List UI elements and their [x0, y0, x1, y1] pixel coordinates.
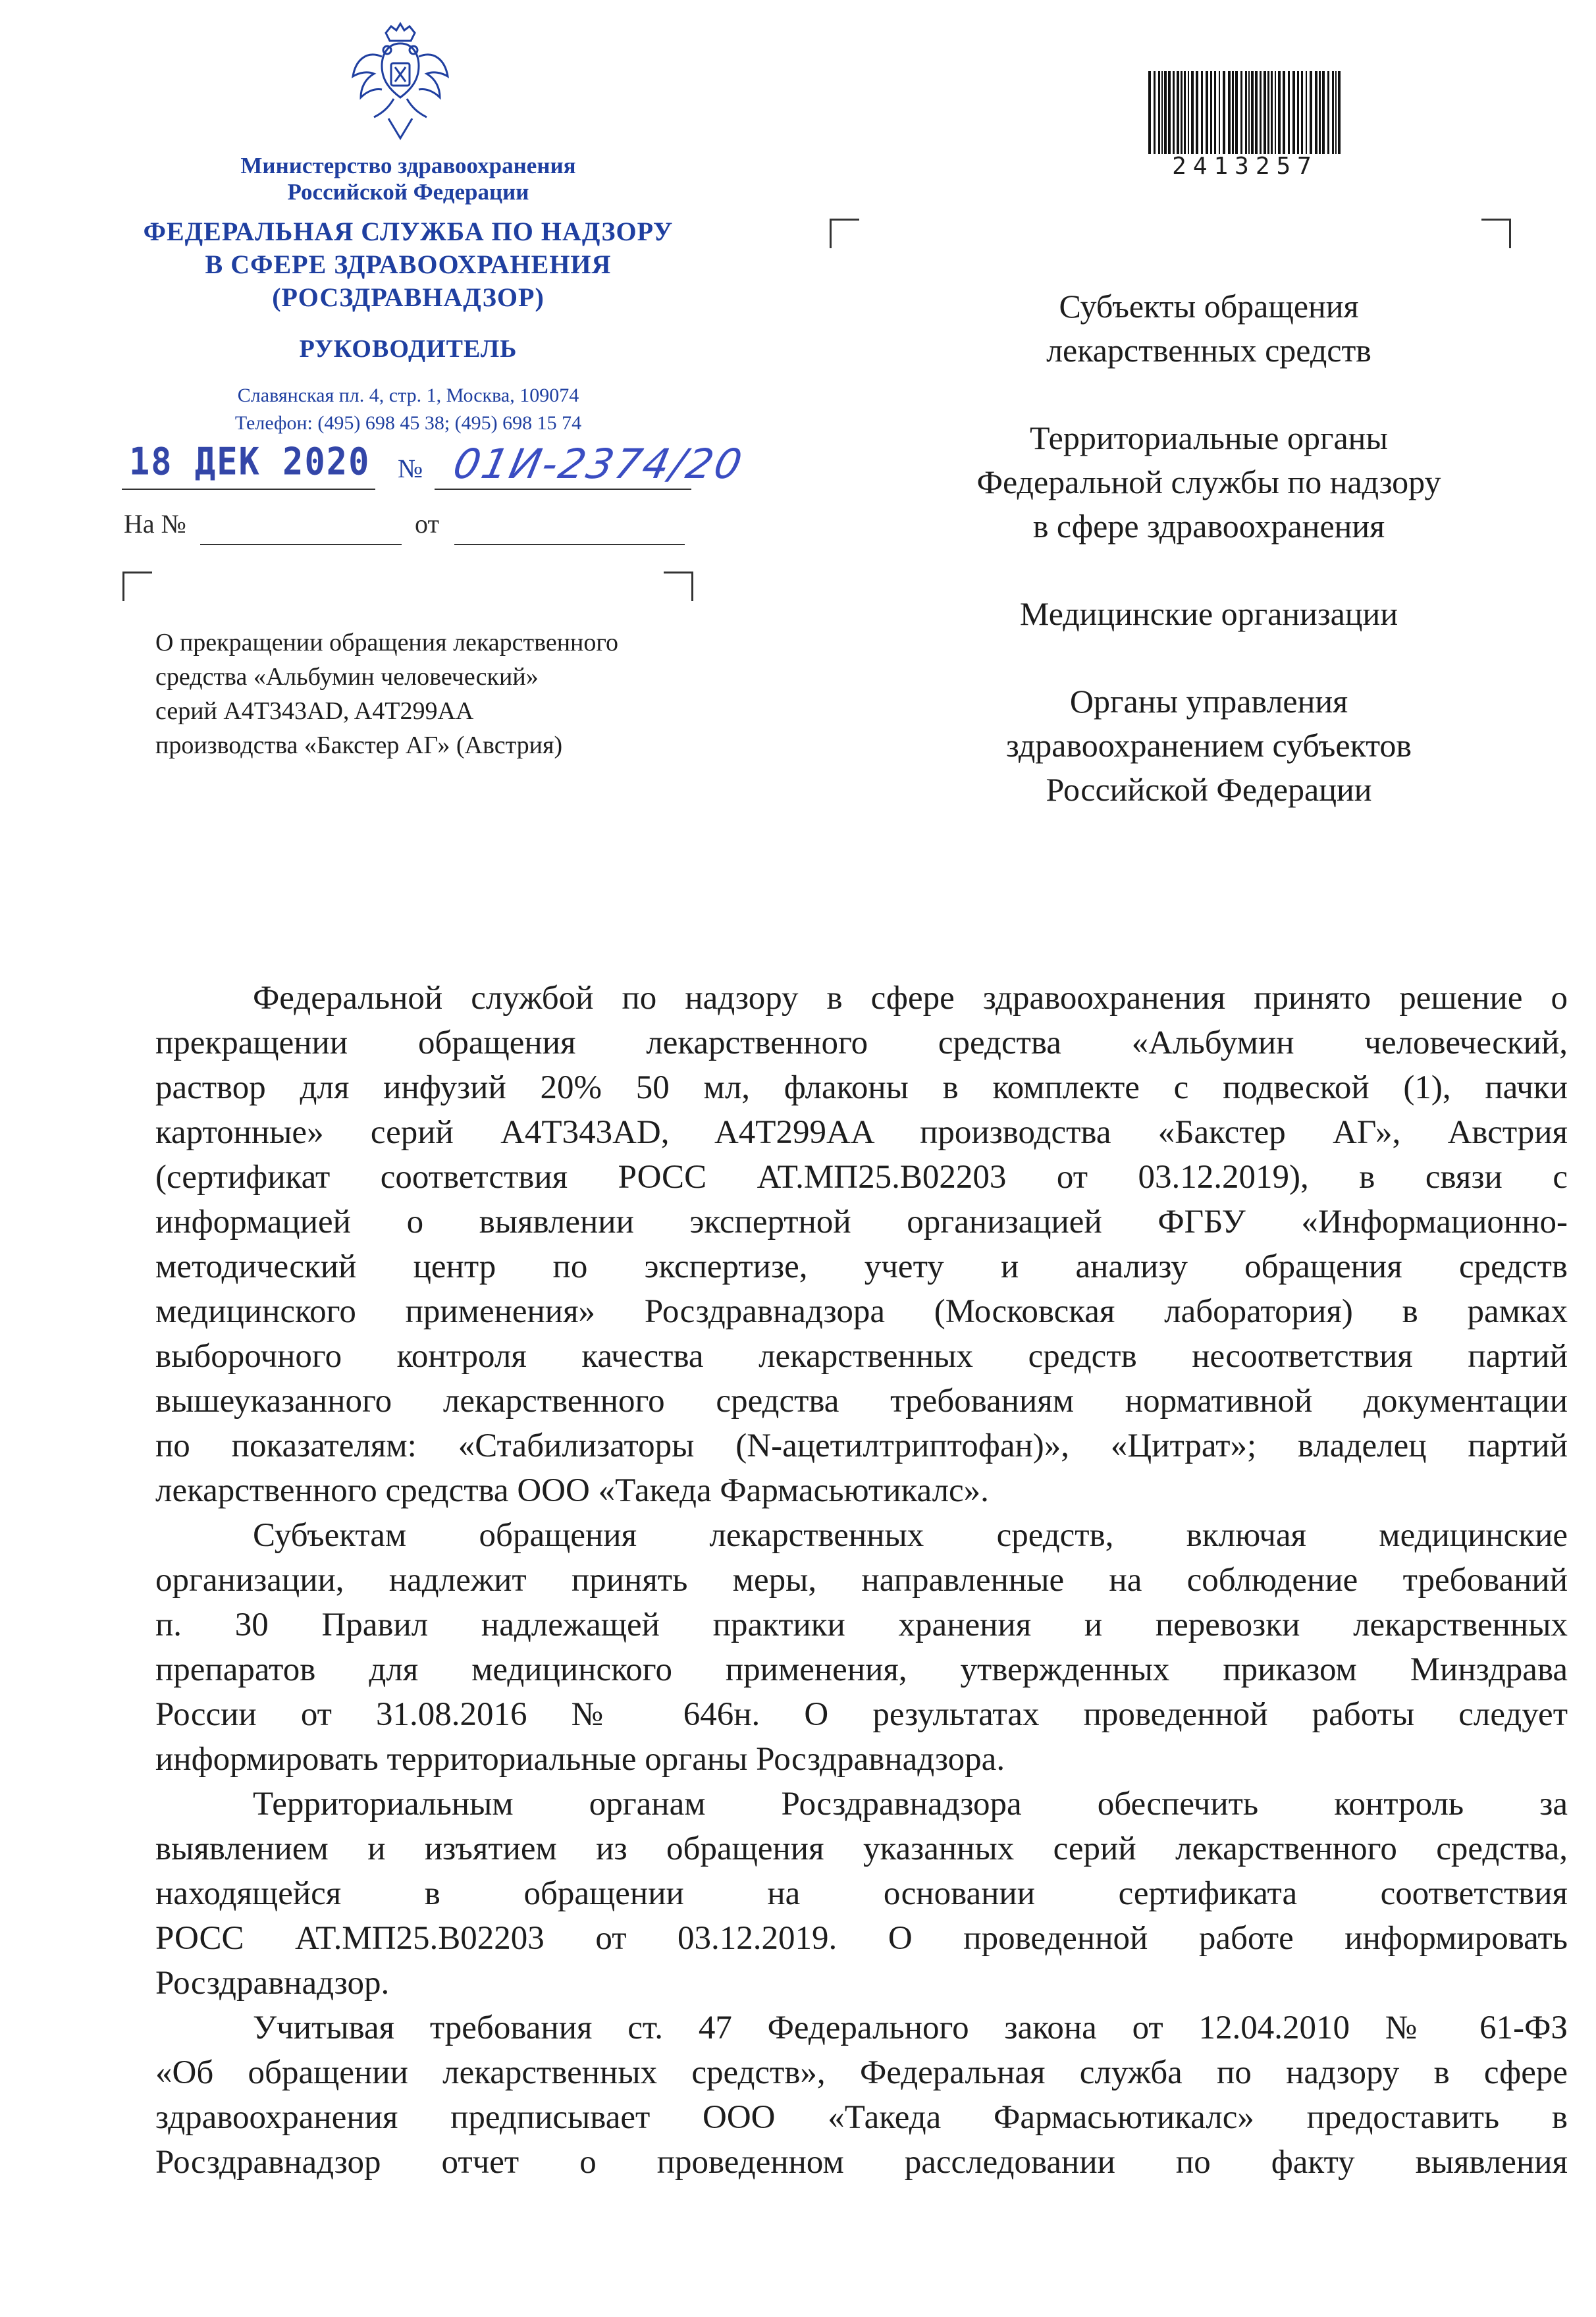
subject-corner-right — [664, 572, 693, 601]
barcode-bar — [1292, 71, 1295, 154]
body-line: выявлением и изъятием из обращения указанных серий лекарственного средства, — [155, 1830, 1568, 1867]
service-name-line-1: ФЕДЕРАЛЬНАЯ СЛУЖБА ПО НАДЗОРУ — [143, 217, 674, 246]
body-line: по показателям: «Стабилизаторы (N-ацетилтриптофан)», «Цитрат»; владелец партий — [155, 1427, 1568, 1464]
body-line: лекарственного средства ООО «Такеда Фармасьютикалс». — [155, 1472, 989, 1509]
subject-corner-left — [122, 572, 152, 601]
addressee-line: Территориальные органы — [1029, 419, 1389, 456]
barcode — [1146, 71, 1344, 154]
barcode-bar — [1255, 71, 1258, 154]
barcode-bar — [1278, 71, 1281, 154]
barcode-bar — [1148, 71, 1151, 154]
addressee-group — [919, 416, 1499, 548]
barcode-bar — [1267, 71, 1269, 154]
barcode-bar — [1335, 71, 1337, 154]
barcode-bar — [1338, 71, 1341, 154]
date-underline — [122, 489, 375, 490]
body-line: картонные» серий A4T343AD, A4T299AA производства «Бакстер АГ», Австрия — [155, 1114, 1568, 1151]
barcode-bar — [1158, 71, 1160, 154]
service-name-line-3: (РОСЗДРАВНАДЗОР) — [272, 282, 545, 312]
barcode-bar — [1322, 71, 1325, 154]
body-line: медицинского применения» Росздравнадзора (Московская лаборатория) в рамках — [155, 1293, 1568, 1330]
body-line: прекращении обращения лекарственного средства «Альбумин человеческий, — [155, 1025, 1568, 1061]
ministry-name-line-1: Министерство здравоохранения — [240, 153, 576, 178]
addressee-block — [919, 284, 1499, 855]
body-line: «Об обращении лекарственных средств», Федеральная служба по надзору в сфере — [155, 2054, 1568, 2091]
addressee-line: Медицинские организации — [1019, 595, 1398, 632]
body-line: Росздравнадзор. — [155, 1965, 390, 2002]
service-name-line-2: В СФЕРЕ ЗДРАВООХРАНЕНИЯ — [205, 250, 612, 279]
barcode-bar — [1319, 71, 1321, 154]
body-line: здравоохранения предписывает ООО «Такеда Фармасьютикалс» предоставить в — [155, 2099, 1568, 2136]
from-label: от — [415, 509, 439, 539]
barcode-bar — [1219, 71, 1220, 154]
barcode-bar — [1297, 71, 1299, 154]
barcode-bar — [1168, 71, 1171, 154]
barcode-bar — [1283, 71, 1285, 154]
barcode-bar — [1315, 71, 1317, 154]
barcode-bar — [1201, 71, 1203, 154]
barcode-bar — [1210, 71, 1212, 154]
barcode-bar — [1206, 71, 1208, 154]
barcode-bar — [1161, 71, 1163, 154]
letter-subject — [155, 626, 748, 762]
barcode-bar — [1196, 71, 1198, 154]
addressee-line: лекарственных средств — [1046, 332, 1371, 369]
barcode-bar — [1173, 71, 1175, 154]
head-title: РУКОВОДИТЕЛЬ — [299, 335, 518, 363]
barcode-bar — [1306, 71, 1307, 154]
addressee-corner-left — [830, 219, 859, 248]
addressee-corner-right — [1481, 219, 1511, 248]
barcode-bar — [1240, 71, 1242, 154]
barcode-bar — [1310, 71, 1312, 154]
addressee-group — [919, 284, 1499, 373]
barcode-bar — [1264, 71, 1266, 154]
body-line: РОСС AT.МП25.В02203 от 03.12.2019. О проведенной работе информировать — [155, 1920, 1568, 1957]
body-line: Территориальным органам Росздравнадзора обеспечить контроль за — [253, 1786, 1568, 1823]
body-line: вышеуказанного лекарственного средства требованиям нормативной документации — [155, 1383, 1568, 1420]
barcode-number: 2413257 — [1172, 153, 1318, 180]
barcode-bar — [1327, 71, 1329, 154]
body-line: препаратов для медицинского применения, утвержденных приказом Минздрава — [155, 1651, 1568, 1688]
addressee-line: здравоохранением субъектов — [1005, 727, 1412, 764]
body-line: раствор для инфузий 20% 50 мл, флаконы в комплекте с подвеской (1), пачки — [155, 1069, 1568, 1106]
barcode-bar — [1232, 71, 1234, 154]
ministry-name-line-2: Российской Федерации — [287, 179, 529, 205]
body-line: России от 31.08.2016 № 646н. О результатах проведенной работы следует — [155, 1696, 1568, 1733]
body-line: п. 30 Правил надлежащей практики хранения и перевозки лекарственных — [155, 1607, 1568, 1643]
body-line: Субъектам обращения лекарственных средств, включая медицинские — [253, 1517, 1568, 1554]
addressee-line: в сфере здравоохранения — [1032, 508, 1385, 545]
body-line: методический центр по экспертизе, учету и анализу обращения средств — [155, 1248, 1568, 1285]
barcode-bar — [1177, 71, 1179, 154]
barcode-bar — [1188, 71, 1189, 154]
on-number-line — [200, 544, 402, 545]
from-line — [454, 544, 685, 545]
barcode-bar — [1288, 71, 1290, 154]
barcode-bar — [1271, 71, 1273, 154]
barcode-bar — [1245, 71, 1247, 154]
addressee-group — [919, 679, 1499, 812]
addressee-line: Российской Федерации — [1046, 771, 1372, 808]
body-line: находящейся в обращении на основании сертификата соответствия — [155, 1875, 1568, 1912]
body-line: Учитывая требования ст. 47 Федерального закона от 12.04.2010 № 61-ФЗ — [253, 2010, 1568, 2046]
address: Славянская пл. 4, стр. 1, Москва, 109074 — [237, 385, 579, 406]
barcode-bar — [1301, 71, 1303, 154]
barcode-bar — [1228, 71, 1231, 154]
barcode-bar — [1235, 71, 1238, 154]
body-line: выборочного контроля качества лекарственных средств несоответствия партий — [155, 1338, 1568, 1375]
barcode-bar — [1223, 71, 1225, 154]
body-line: организации, надлежит принять меры, направленные на соблюдение требований — [155, 1562, 1568, 1599]
body-line: Федеральной службой по надзору в сфере здравоохранения принято решение о — [253, 980, 1568, 1017]
barcode-bar — [1164, 71, 1167, 154]
on-number-label: На № — [124, 509, 186, 539]
body-line: информировать территориальные органы Росздравнадзора. — [155, 1741, 1005, 1778]
addressee-line: Федеральной службы по надзору — [976, 464, 1441, 500]
barcode-bar — [1181, 71, 1183, 154]
body-line: Росздравнадзор отчет о проведенном расследовании по факту выявления — [155, 2144, 1568, 2181]
subject-line: серий A4T343AD, A4T299AA — [155, 697, 474, 725]
barcode-bar — [1251, 71, 1254, 154]
registration-number-handwritten: 01И-2374/20 — [449, 440, 748, 488]
addressee-line: Субъекты обращения — [1059, 288, 1359, 325]
barcode-bar — [1191, 71, 1194, 154]
barcode-bar — [1154, 71, 1156, 154]
barcode-bar — [1184, 71, 1186, 154]
registration-date-stamp: 18 ДЕК 2020 — [129, 440, 371, 484]
barcode-bar — [1332, 71, 1334, 154]
addressee-line: Органы управления — [1069, 683, 1348, 720]
barcode-bar — [1214, 71, 1216, 154]
subject-line: О прекращении обращения лекарственного — [155, 629, 619, 656]
barcode-bar — [1260, 71, 1262, 154]
body-line: информацией о выявлении экспертной организацией ФГБУ «Информационно- — [155, 1204, 1568, 1240]
subject-line: средства «Альбумин человеческий» — [155, 663, 539, 691]
addressee-group — [919, 592, 1499, 636]
coat-of-arms-emblem — [348, 20, 453, 145]
barcode-bar — [1275, 71, 1276, 154]
phone: Телефон: (495) 698 45 38; (495) 698 15 74 — [234, 412, 582, 434]
letter-body — [155, 976, 1568, 2185]
subject-line: производства «Бакстер АГ» (Австрия) — [155, 732, 563, 759]
barcode-bar — [1248, 71, 1250, 154]
number-label: № — [398, 454, 423, 483]
body-line: (сертификат соответствия РОСС AT.МП25.В02203 от 03.12.2019), в связи с — [155, 1159, 1568, 1196]
number-underline — [435, 489, 691, 490]
